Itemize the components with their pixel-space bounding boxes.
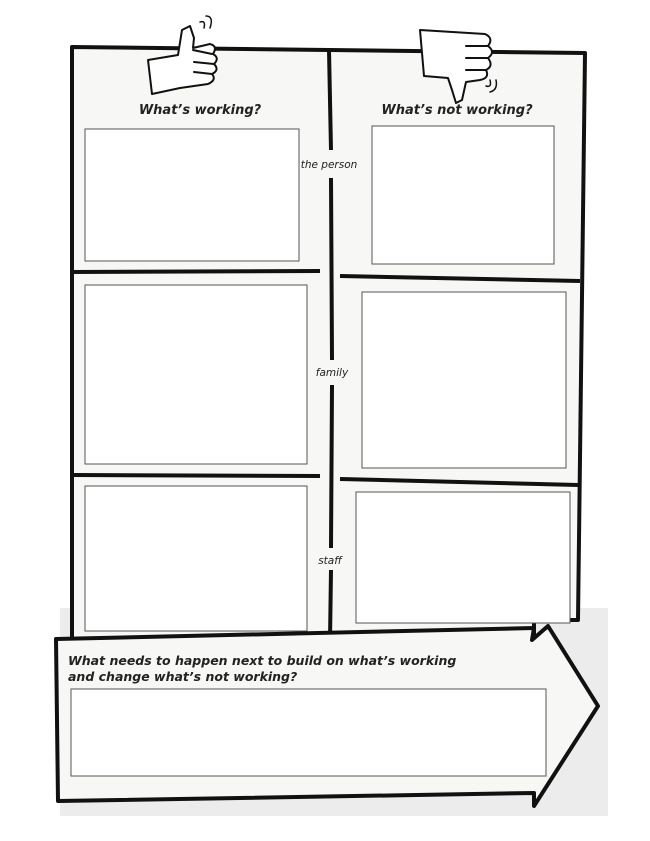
row-label-staff: staff [318, 555, 342, 567]
header-working: What’s working? [138, 103, 262, 118]
box-working-person[interactable] [85, 129, 299, 261]
header-not-working: What’s not working? [381, 103, 533, 118]
box-not-working-person[interactable] [372, 126, 554, 264]
row-label-family: family [315, 367, 349, 379]
next-steps-line1: What needs to happen next to build on what’s working [68, 653, 457, 668]
box-not-working-staff[interactable] [356, 492, 570, 623]
box-working-family[interactable] [85, 285, 307, 464]
box-working-staff[interactable] [85, 486, 307, 631]
next-steps-line2: and change what’s not working? [68, 669, 298, 684]
box-next-steps[interactable] [71, 689, 546, 776]
row-label-person: the person [300, 159, 358, 171]
box-not-working-family[interactable] [362, 292, 566, 468]
